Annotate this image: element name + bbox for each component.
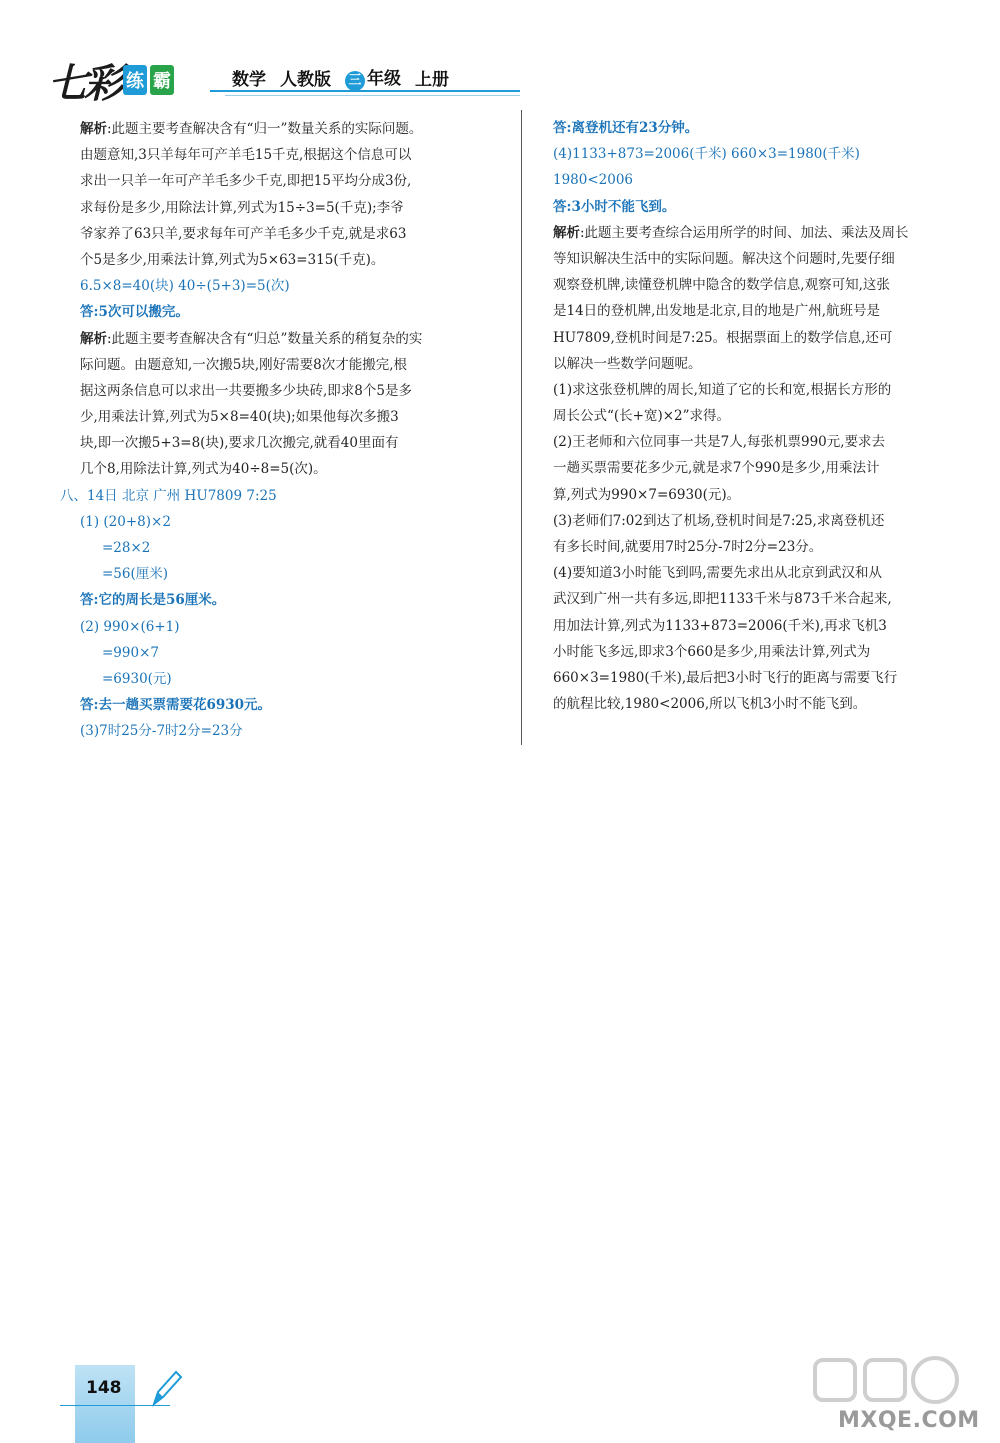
grade-label [345, 64, 401, 91]
text-line: =28×2 [102, 540, 151, 556]
line-text: :此题主要考查解决含有“归总”数量关系的稍复杂的实 [107, 330, 423, 347]
watermark-url: MXQE.COM [838, 1408, 980, 1433]
text-line: 答:它的周长是56厘米。 [80, 592, 226, 609]
brand-logo [48, 55, 174, 105]
text-line: (4)1133+873=2006(千米) 660×3=1980(千米) [553, 146, 860, 163]
text-line: 660×3=1980(千米),最后把3小时飞行的距离与需要飞行 [553, 669, 898, 686]
analysis-label: 解析 [553, 224, 580, 241]
text-line: 八、14日 北京 广州 HU7809 7:25 [60, 487, 277, 504]
text-line: 际问题。由题意知,一次搬5块,刚好需要8次才能搬完,根 [80, 356, 408, 373]
text-line: 求出一只羊一年可产羊毛多少千克,即把15平均分成3份, [80, 173, 412, 190]
text-line: HU7809,登机时间是7:25。根据票面上的数学信息,还可 [553, 329, 893, 346]
logo-title: 七彩 [48, 59, 120, 107]
text-line: 少,用乘法计算,列式为5×8=40(块);如果他每次多搬3 [80, 409, 399, 426]
logo-box-2: 霸 [150, 65, 174, 95]
text-line: 块,即一次搬5+3=8(块),要求几次搬完,就看40里面有 [80, 435, 399, 452]
line-text: :此题主要考查解决含有“归一”数量关系的实际问题。 [107, 121, 423, 137]
text-line: 武汉到广州一共有多远,即把1133千米与873千米合起来, [553, 591, 892, 608]
subject-label: 数学 [232, 70, 266, 90]
text-line: (3)老师们7:02到达了机场,登机时间是7:25,求离登机还 [553, 512, 885, 529]
text-line [553, 220, 985, 246]
text-line: 答:3小时不能飞到。 [553, 198, 676, 215]
text-line: 等知识解决生活中的实际问题。解决这个问题时,先要仔细 [553, 250, 895, 267]
analysis-label: 解析 [80, 330, 107, 347]
header-rule [210, 90, 520, 92]
page-header [0, 0, 1000, 110]
volume-label: 上册 [415, 70, 449, 90]
text-line: 由题意知,3只羊每年可产羊毛15千克,根据这个信息可以 [80, 147, 412, 164]
text-line: =990×7 [102, 644, 159, 661]
text-line: 用加法计算,列式为1133+873=2006(千米),再求飞机3 [553, 617, 887, 634]
text-line: 是14日的登机牌,出发地是北京,目的地是广州,航班号是 [553, 303, 881, 320]
text-line: 爷家养了63只羊,要求每年可产羊毛多少千克,就是求63 [80, 225, 407, 242]
text-line: 答:离登机还有23分钟。 [553, 120, 699, 136]
text-line: (2)王老师和六位同事一共是7人,每张机票990元,要求去 [553, 434, 886, 451]
text-line: 周长公式“(长+宽)×2”求得。 [553, 408, 731, 425]
column-divider [521, 110, 522, 745]
text-line: =6930(元) [102, 670, 172, 687]
grade-text: 年级 [367, 69, 401, 89]
logo-box-1: 练 [123, 65, 147, 95]
grade-number-badge: 三 [345, 71, 365, 91]
text-line [60, 116, 515, 142]
text-line: =56(厘米) [102, 566, 169, 583]
edition-label: 人教版 [280, 70, 331, 90]
right-column [553, 115, 985, 717]
left-column [60, 116, 515, 745]
text-line: (2) 990×(6+1) [80, 618, 180, 635]
text-line: 一趟买票需要花多少元,就是求7个990是多少,用乘法计 [553, 460, 880, 477]
text-line: 算,列式为990×7=6930(元)。 [553, 486, 741, 503]
text-line: 答:5次可以搬完。 [80, 304, 189, 321]
text-line: (3)7时25分-7时2分=23分 [80, 723, 243, 740]
text-line: 6.5×8=40(块) 40÷(5+3)=5(次) [80, 278, 290, 295]
page-number-tab [75, 1365, 135, 1443]
text-line: (1)求这张登机牌的周长,知道了它的长和宽,根据长方形的 [553, 381, 892, 398]
text-line: (4)要知道3小时能飞到吗,需要先求出从北京到武汉和从 [553, 565, 883, 582]
text-line: 几个8,用除法计算,列式为40÷8=5(次)。 [80, 461, 327, 478]
text-line: (1) (20+8)×2 [80, 513, 171, 530]
text-line: 的航程比较,1980<2006,所以飞机3小时不能飞到。 [553, 696, 867, 713]
text-line: 观察登机牌,读懂登机牌中隐含的数学信息,观察可知,这张 [553, 277, 890, 294]
text-line: 据这两条信息可以求出一共要搬多少块砖,即求8个5是多 [80, 382, 412, 399]
text-line: 1980<2006 [553, 172, 634, 189]
text-line: 有多长时间,就要用7时25分-7时2分=23分。 [553, 539, 823, 555]
page-number: 148 [86, 1378, 122, 1398]
text-line: 求每份是多少,用除法计算,列式为15÷3=5(千克);李爷 [80, 199, 404, 216]
analysis-label: 解析 [80, 121, 107, 137]
text-line: 答:去一趟买票需要花6930元。 [80, 697, 272, 714]
book-info [232, 64, 449, 91]
text-line: 个5是多少,用乘法计算,列式为5×63=315(千克)。 [80, 251, 385, 268]
pencil-icon [148, 1368, 184, 1408]
text-line: 以解决一些数学问题呢。 [553, 355, 702, 372]
text-line [60, 326, 515, 352]
line-text: :此题主要考查综合运用所学的时间、加法、乘法及周长 [580, 224, 909, 241]
header-rule-thin [225, 95, 520, 96]
text-line: 小时能飞多远,即求3个660是多少,用乘法计算,列式为 [553, 643, 871, 660]
